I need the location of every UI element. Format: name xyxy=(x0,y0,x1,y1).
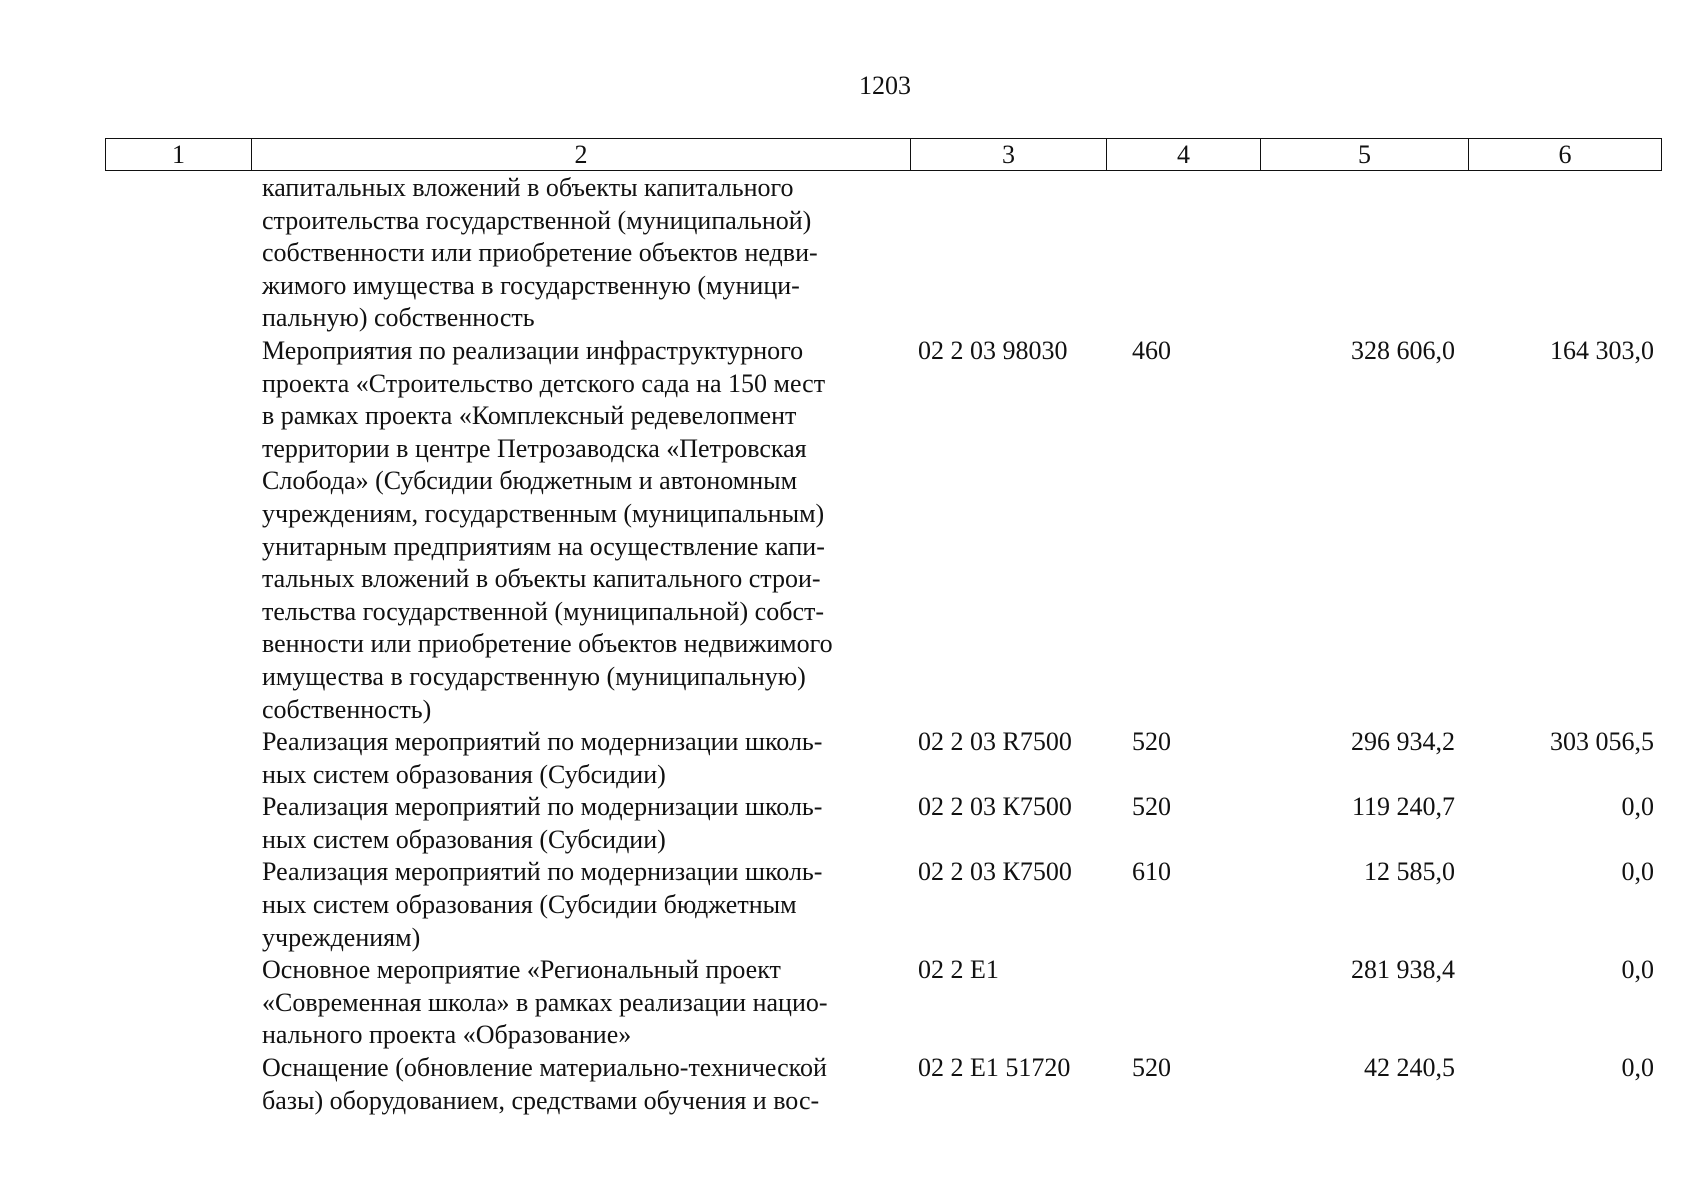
table-row xyxy=(0,954,1697,1052)
row-name: Реализация мероприятий по модернизации школь- ных систем образования (Субсидии бюджетным учреждениям) xyxy=(262,857,823,952)
row-name: Реализация мероприятий по модернизации школь- ных систем образования (Субсидии) xyxy=(262,792,823,854)
row-code: 02 2 Е1 51720 xyxy=(918,1053,1071,1083)
row-sum-1: 119 240,7 xyxy=(1351,792,1455,822)
row-code: 02 2 03 98030 xyxy=(918,335,1068,365)
row-name: Мероприятия по реализации инфраструктурного проекта «Строительство детского сада на 150 мест в рамках проекта «Комплексный редевелопмент территории в центре Петрозаводска «Петровская Слобода» (Субсидии бюджетным и автономным учреждениям, государственным (муниципальным) унитарным предприятиям на осуществление капи- тальных вложений в объекты капитального строи- тельства государственной (муниципальной) собст- венности или приобретение объектов недвижимого имущества в государственную (муниципальную) собственность) xyxy=(262,335,833,724)
row-sum-1: 42 240,5 xyxy=(1364,1053,1455,1083)
table-header xyxy=(105,138,1662,171)
row-type: 520 xyxy=(1132,1053,1171,1083)
row-type: 610 xyxy=(1132,857,1171,887)
row-type xyxy=(1132,172,1232,335)
table-row xyxy=(0,856,1697,954)
row-type: 520 xyxy=(1132,792,1171,822)
row-sum-2: 164 303,0 xyxy=(1550,335,1654,365)
row-name: Основное мероприятие «Региональный проект «Современная школа» в рамках реализации нацио- нального проекта «Образование» xyxy=(262,955,828,1050)
row-name: капитальных вложений в объекты капитального строительства государственной (муниципальной) собственности или приобретение объектов недви- жимого имущества в государственную (муници- пальную) собственность xyxy=(262,173,818,333)
row-type: 520 xyxy=(1132,727,1171,757)
row-sum-1: 328 606,0 xyxy=(1351,335,1455,365)
row-sum-2: 0,0 xyxy=(1621,955,1654,985)
header-col-5: 5 xyxy=(1261,139,1469,170)
page-number: 1203 xyxy=(859,71,911,100)
row-sum-2: 303 056,5 xyxy=(1550,727,1654,757)
row-code: 02 2 03 R7500 xyxy=(918,727,1072,757)
row-sum-1 xyxy=(1232,172,1455,335)
row-name: Реализация мероприятий по модернизации школь- ных систем образования (Субсидии) xyxy=(262,727,823,789)
row-sum-2 xyxy=(1455,172,1654,335)
header-col-3: 3 xyxy=(911,139,1107,170)
row-type xyxy=(1132,954,1232,1052)
row-sum-1: 296 934,2 xyxy=(1351,727,1455,757)
table-row xyxy=(0,1052,1697,1117)
table-row xyxy=(0,791,1697,856)
header-col-2: 2 xyxy=(252,139,911,170)
row-code: 02 2 03 К7500 xyxy=(918,857,1072,887)
row-type: 460 xyxy=(1132,335,1171,365)
row-sum-2: 0,0 xyxy=(1621,857,1654,887)
row-sum-1: 281 938,4 xyxy=(1351,955,1455,985)
header-col-1: 1 xyxy=(106,139,252,170)
row-name: Оснащение (обновление материально-технической базы) оборудованием, средствами обучения и вос- xyxy=(262,1053,827,1115)
row-code: 02 2 Е1 xyxy=(918,955,999,985)
table-row xyxy=(0,335,1697,726)
table-row xyxy=(0,172,1697,335)
row-code xyxy=(918,172,1098,335)
row-sum-2: 0,0 xyxy=(1621,1053,1654,1083)
header-col-4: 4 xyxy=(1107,139,1261,170)
header-col-6: 6 xyxy=(1558,140,1572,169)
table-row xyxy=(0,726,1697,791)
table-body xyxy=(0,172,1697,1117)
row-code: 02 2 03 К7500 xyxy=(918,792,1072,822)
row-sum-1: 12 585,0 xyxy=(1364,857,1455,887)
row-sum-2: 0,0 xyxy=(1621,792,1654,822)
